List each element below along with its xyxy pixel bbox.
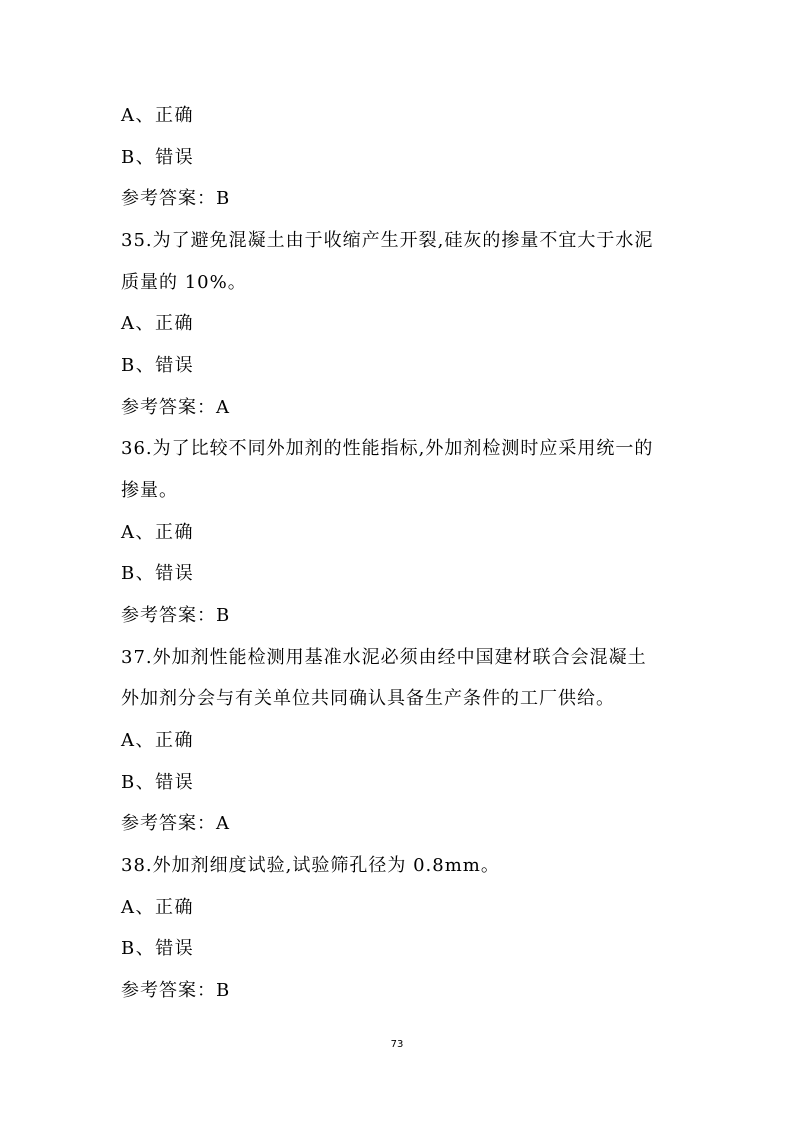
option-a-q35: A、正确 xyxy=(121,313,194,334)
answer-q37: 参考答案：A xyxy=(121,813,230,834)
option-b-q35: B、错误 xyxy=(121,355,195,376)
option-b-q34: B、错误 xyxy=(121,147,195,168)
option-a-q34: A、正确 xyxy=(121,105,194,126)
option-a-q36: A、正确 xyxy=(121,522,194,543)
option-a-q38: A、正确 xyxy=(121,897,194,918)
answer-q36: 参考答案：B xyxy=(121,605,231,626)
option-b-q38: B、错误 xyxy=(121,938,195,959)
answer-q34: 参考答案：B xyxy=(121,188,231,209)
page-number: 73 xyxy=(390,1039,404,1050)
question-37-line-2: 外加剂分会与有关单位共同确认具备生产条件的工厂供给。 xyxy=(121,688,615,709)
question-38: 38.外加剂细度试验,试验筛孔径为 0.8mm。 xyxy=(121,855,500,876)
question-36-line-2: 掺量。 xyxy=(121,480,178,501)
question-36-line-1: 36.为了比较不同外加剂的性能指标,外加剂检测时应采用统一的 xyxy=(121,438,654,459)
answer-q38: 参考答案：B xyxy=(121,980,231,1001)
option-b-q37: B、错误 xyxy=(121,772,195,793)
question-35-line-2: 质量的 10%。 xyxy=(121,272,247,293)
question-35-line-1: 35.为了避免混凝土由于收缩产生开裂,硅灰的掺量不宜大于水泥 xyxy=(121,230,654,251)
question-37-line-1: 37.外加剂性能检测用基准水泥必须由经中国建材联合会混凝土 xyxy=(121,647,647,668)
answer-q35: 参考答案：A xyxy=(121,397,230,418)
option-a-q37: A、正确 xyxy=(121,730,194,751)
option-b-q36: B、错误 xyxy=(121,563,195,584)
